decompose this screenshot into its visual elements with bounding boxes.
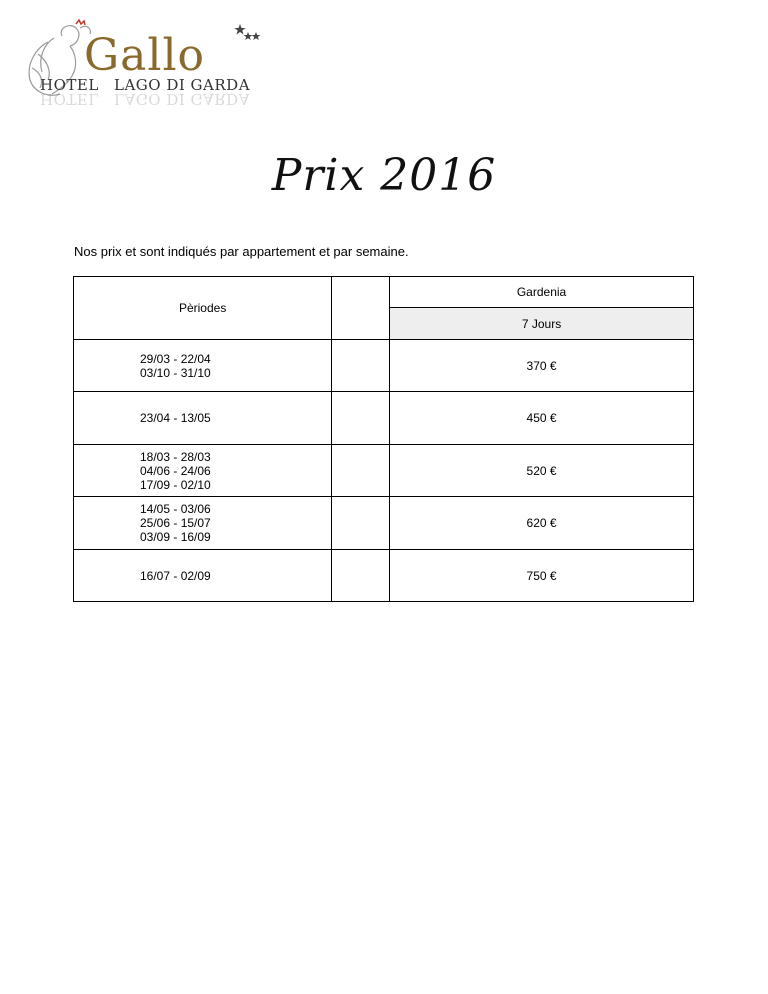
logo-subtitle-left: HOTEL xyxy=(40,76,99,94)
table-row xyxy=(74,497,694,550)
header-periods: Pèriodes xyxy=(74,277,332,340)
price-table xyxy=(73,276,694,602)
comb-icon xyxy=(76,20,85,25)
period-cell xyxy=(74,550,332,602)
page-title: Prix 2016 xyxy=(271,150,497,201)
period-cell xyxy=(74,340,332,392)
header-duration: 7 Jours xyxy=(390,308,694,340)
period-range: 04/06 - 24/06 xyxy=(140,463,211,478)
table-row xyxy=(74,340,694,392)
period-cell xyxy=(74,497,332,550)
logo-subtitle-right: LAGO DI GARDA xyxy=(114,76,251,94)
logo-reflection xyxy=(40,90,250,108)
period-range: 25/06 - 15/07 xyxy=(140,516,211,530)
hotel-logo xyxy=(18,14,268,124)
period-range: 23/04 - 13/05 xyxy=(140,411,211,425)
price-cell: 520 € xyxy=(390,445,694,497)
table-header-row xyxy=(74,277,694,308)
period-cell xyxy=(74,392,332,445)
empty-cell xyxy=(332,392,390,445)
empty-cell xyxy=(332,445,390,497)
table-row xyxy=(74,445,694,497)
empty-cell xyxy=(332,497,390,550)
price-cell: 370 € xyxy=(390,340,694,392)
price-cell: 450 € xyxy=(390,392,694,445)
empty-cell xyxy=(332,340,390,392)
price-cell: 750 € xyxy=(390,550,694,602)
period-range: 03/10 - 31/10 xyxy=(140,365,211,380)
period-range: 03/09 - 16/09 xyxy=(140,530,211,544)
table-row xyxy=(74,392,694,445)
stars-icon xyxy=(235,24,261,40)
header-empty xyxy=(332,277,390,340)
period-range: 14/05 - 03/06 xyxy=(140,502,211,516)
period-range: 29/03 - 22/04 xyxy=(140,351,211,366)
empty-cell xyxy=(332,550,390,602)
header-hotel: Gardenia xyxy=(390,277,694,308)
price-cell: 620 € xyxy=(390,497,694,550)
intro-text: Nos prix et sont indiqués par appartement et par semaine. xyxy=(74,244,409,259)
table-row xyxy=(74,550,694,602)
logo-wordmark: Gallo xyxy=(84,30,206,81)
period-range: 18/03 - 28/03 xyxy=(140,449,211,464)
period-range: 17/09 - 02/10 xyxy=(140,477,211,492)
period-cell xyxy=(74,445,332,497)
period-range: 16/07 - 02/09 xyxy=(140,568,211,583)
svg-text:LAGO DI GARDA: LAGO DI GARDA xyxy=(114,90,251,108)
svg-text:HOTEL: HOTEL xyxy=(40,90,99,108)
